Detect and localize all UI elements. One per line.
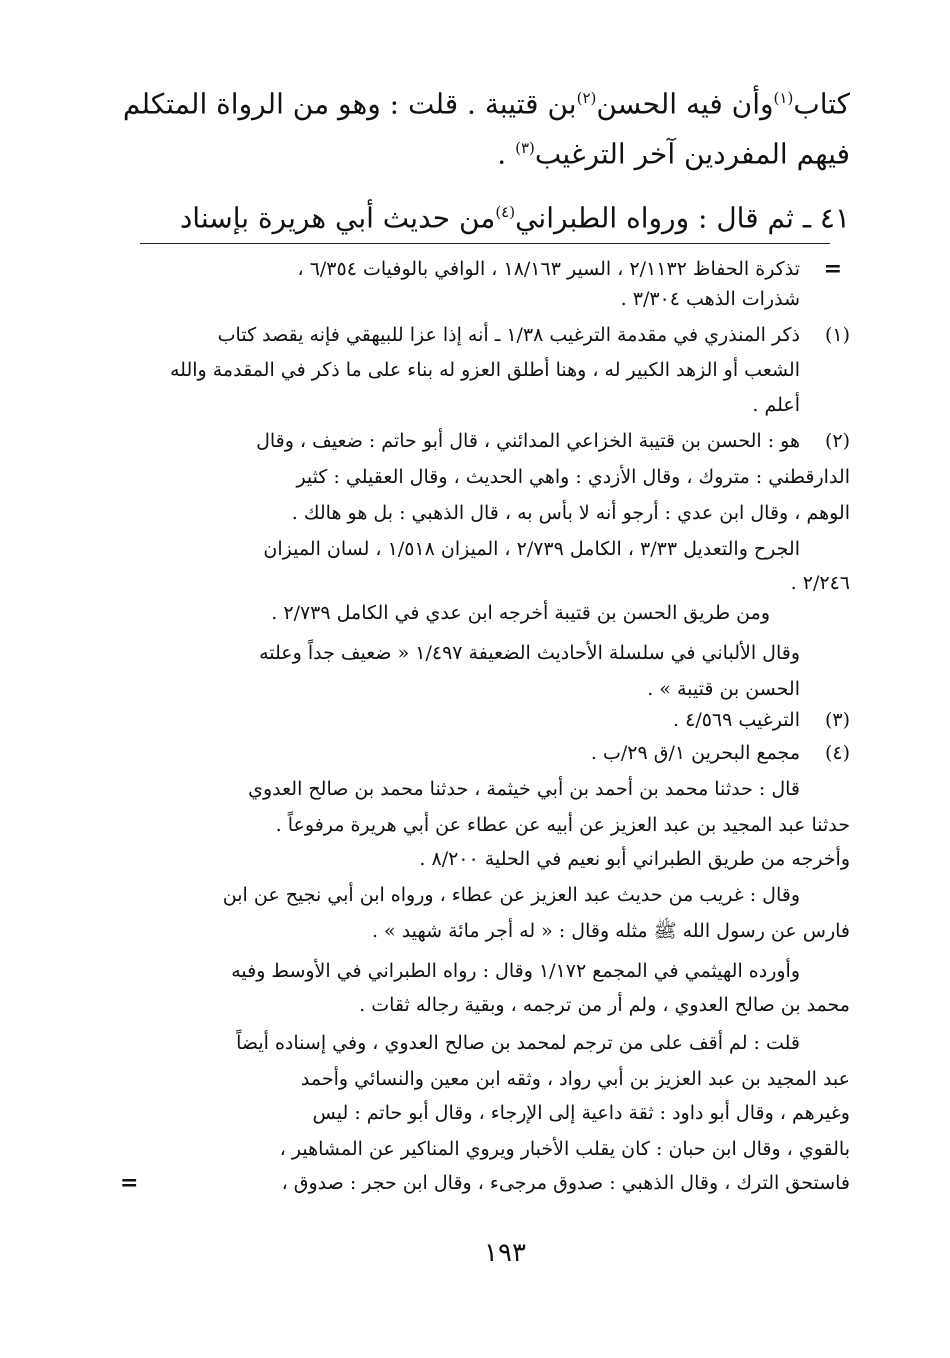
main-text: . [497,137,516,171]
footnote-4-line-9: قلت : لم أقف على من ترجم لمحمد بن صالح العدوي ، وفي إسناده أيضاً [236,1032,800,1054]
footnote-ref-1[interactable]: (١) [773,89,794,107]
footnote-4-line-10: عبد المجيد بن عبد العزيز بن أبي رواد ، وثقه ابن معين والنسائي وأحمد [300,1068,850,1090]
footnote-2-marker: (٢) [824,430,850,452]
main-text: ٤١ ـ ثم قال : ورواه الطبراني [515,201,850,235]
footnote-4-line-4: وأخرجه من طريق الطبراني أبو نعيم في الحلية ٨/٢٠٠ . [419,848,850,870]
continuation-marker: = [823,256,842,282]
page-number: ١٩٣ [484,1238,526,1268]
footnote-4-line-8: محمد بن صالح العدوي ، ولم أر من ترجمه ، وبقية رجاله ثقات . [359,994,850,1016]
footnote-divider [140,243,830,244]
footnote-1-line-1: ذكر المنذري في مقدمة الترغيب ١/٣٨ ـ أنه إذا عزا للبيهقي فإنه يقصد كتاب [217,324,800,346]
footnote-2-line-1: هو : الحسن بن قتيبة الخزاعي المدائني ، قال أبو حاتم : ضعيف ، وقال [256,430,800,452]
main-text: كتاب [793,87,850,121]
footnote-2-line-3: الوهم ، وقال ابن عدي : أرجو أنه لا بأس به ، قال الذهبي : بل هو هالك . [291,502,850,524]
main-text: من حديث أبي هريرة بإسناد [179,201,496,235]
footnote-2-line-5: ٢/٢٤٦ . [790,572,850,594]
book-page [120,0,850,1358]
main-text-line-1 [122,78,850,124]
main-text: وأن فيه الحسن [596,87,774,121]
footnote-1-line-3: أعلم . [752,394,800,416]
footnote-4-line-5: وقال : غريب من حديث عبد العزيز عن عطاء ، ورواه ابن أبي نجيح عن ابن [222,884,800,906]
main-text-line-2 [140,128,850,174]
main-text: بن قتيبة . قلت : وهو من الرواة المتكلم [122,87,577,121]
footnote-2-line-8: الحسن بن قتيبة » . [647,678,800,700]
footnote-4-line-12: بالقوي ، وقال ابن حبان : كان يقلب الأخبار ويروي المناكير عن المشاهير ، [279,1138,850,1160]
footnote-ref-3[interactable]: (٣) [515,139,535,157]
footnote-ref-4[interactable]: (٤) [495,203,516,221]
footnote-1-line-2: الشعب أو الزهد الكبير له ، وهنا أطلق العزو له بناء على ما ذكر في المقدمة والله [169,359,800,381]
continuation-line-1: تذكرة الحفاظ ٢/١١٣٢ ، السير ١٨/١٦٣ ، الوافي بالوفيات ٦/٣٥٤ ، [297,258,800,280]
footnote-ref-2[interactable]: (٢) [576,89,597,107]
footnote-4-line-13-text: فاستحق الترك ، وقال الذهبي : صدوق مرجىء ، وقال ابن حجر : صدوق ، [281,1172,850,1194]
continuation-line-2: شذرات الذهب ٣/٣٠٤ . [620,288,800,310]
footnote-4-line-6: فارس عن رسول الله ﷺ مثله وقال : « له أجر مائة شهيد » . [371,920,850,942]
footnote-4-marker: (٤) [824,742,850,764]
footnote-2-line-6: ومن طريق الحسن بن قتيبة أخرجه ابن عدي في الكامل ٢/٧٣٩ . [271,602,770,624]
footnote-3-marker: (٣) [824,709,850,731]
footnote-4-line-2: قال : حدثنا محمد بن أحمد بن أبي خيثمة ، حدثنا محمد بن صالح العدوي [248,778,800,800]
footnote-4-line-13 [120,1170,850,1197]
footnote-2-line-2: الدارقطني : متروك ، وقال الأزدي : واهي الحديث ، وقال العقيلي : كثير [296,466,850,488]
footnote-4-line-11: وغيرهم ، وقال أبو داود : ثقة داعية إلى الإرجاء ، وقال أبو حاتم : ليس [312,1102,850,1124]
footnote-4-line-7: وأورده الهيثمي في المجمع ١/١٧٢ وقال : رواه الطبراني في الأوسط وفيه [231,960,800,982]
footnote-3-line-1: الترغيب ٤/٥٦٩ . [673,709,800,731]
footnote-4-line-1: مجمع البحرين ١/ق ٢٩/ب . [590,742,800,764]
footnote-2-line-4: الجرح والتعديل ٣/٣٣ ، الكامل ٢/٧٣٩ ، الميزان ١/٥١٨ ، لسان الميزان [263,538,800,560]
main-text-line-3 [140,192,850,238]
footnote-1-marker: (١) [824,324,850,346]
continuation-next-marker: = [120,1170,139,1196]
footnote-2-line-7: وقال الألباني في سلسلة الأحاديث الضعيفة ١/٤٩٧ « ضعيف جداً وعلته [259,642,800,664]
footnote-4-line-3: حدثنا عبد المجيد بن عبد العزيز عن أبيه عن عطاء عن أبي هريرة مرفوعاً . [275,814,850,836]
main-text: فيهم المفردين آخر الترغيب [534,137,850,171]
